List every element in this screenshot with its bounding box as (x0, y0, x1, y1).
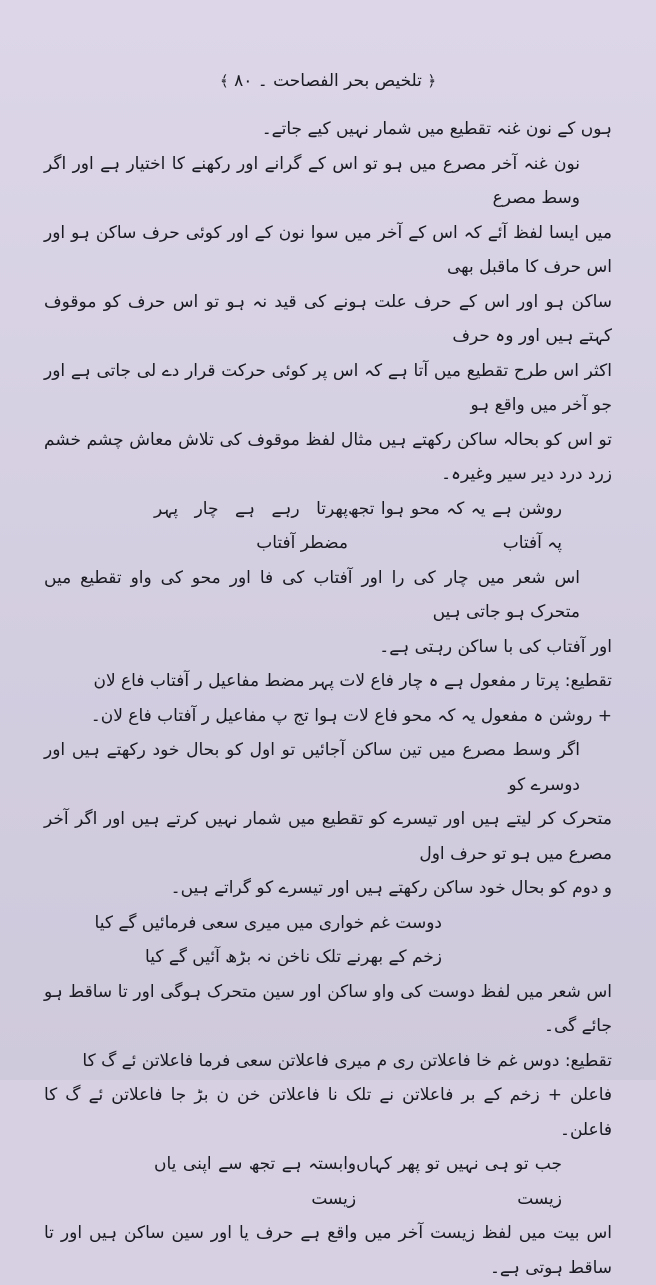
page-number: ۸۰ (234, 71, 253, 91)
text-line: نون غنہ آخر مصرع میں ہو تو اس کے گرانے اور رکھنے کا اختیار ہے اور اگر وسط مصرع (44, 153, 580, 208)
verse-line: زخم کے بھرنے تلک ناخن نہ بڑھ آئیں گے کیا (145, 947, 442, 967)
text-line: و دوم کو بحال خود ساکن رکھتے ہیں اور تیسرے کو گراتے ہیں۔ (170, 878, 612, 898)
scansion-line: فاعلن + زخم کے بر فاعلاتن نے تلک نا فاعلاتن خن ن بڑ جا فاعلاتن ئے گ کا فاعلن۔ (44, 1085, 612, 1140)
couplet-hemistich-left: وابستہ ہے تجھ سے اپنی یاں زیست (154, 1154, 357, 1209)
body-text (44, 112, 612, 1285)
text-line: اس بیت میں لفظ زیست آخر میں واقع ہے حرف یا اور سین ساکن ہیں اور تا ساقط ہوتی ہے۔ (44, 1223, 612, 1278)
text-line: اور آفتاب کی با ساکن رہتی ہے۔ (379, 636, 612, 657)
text-line: اکثر اس طرح تقطیع میں آتا ہے کہ اس پر کوئی حرکت قرار دے لی جاتی ہے اور جو آخر میں واقع ہو (44, 360, 612, 415)
verse-line: دوست غم خواری میں میری سعی فرمائیں گے کیا (94, 912, 442, 933)
text-line: اس شعر میں لفظ دوست کی واو ساکن اور سین متحرک ہوگی اور تا ساقط ہو جائے گی۔ (44, 981, 612, 1036)
text-line: تو اس کو بحالہ ساکن رکھتے ہیں مثال لفظ موقوف کی تلاش معاش چشم خشم زرد درد دیر سیر وغیرہ۔ (44, 429, 612, 484)
text-line: متحرک کر لیتے ہیں اور تیسرے کو تقطیع میں شمار نہیں کرتے ہیں اور اگر آخر مصرع میں ہو تو حرف اول (44, 809, 612, 864)
scansion-line: تقطیع: دوس غم خا فاعلاتن ری م میری فاعلاتن سعی فرما فاعلاتن ئے گ کا (82, 1050, 612, 1071)
text-line: ہوں کے نون غنہ تقطیع میں شمار نہیں کیے جاتے۔ (261, 119, 612, 139)
text-line: ساکن ہو اور اس کے حرف علت ہونے کی قید نہ ہو تو اس حرف کو موقوف کہتے ہیں اور وہ حرف (44, 291, 612, 346)
couplet-hemistich-right: جب تو ہی نہیں تو پھر کہاں زیست (356, 1154, 562, 1209)
text-line: میں ایسا لفظ آئے کہ اس کے آخر میں سوا نون کے اور کوئی حرف ساکن ہو اور اس حرف کا ماقبل بھی (44, 222, 612, 277)
text-line: اس شعر میں چار کی را اور آفتاب کی فا اور محو کی واو تقطیع میں متحرک ہو جاتی ہیں (44, 567, 580, 622)
scansion-line: + روشن ہ مفعول یہ کہ محو فاع لات ہوا تج پ مفاعیل ر آفتاب فاع لان۔ (90, 705, 612, 726)
couplet-hemistich-left: پھرتا رہے ہے چار پہر مضطر آفتاب (154, 498, 348, 553)
couplet-hemistich-right: روشن ہے یہ کہ محو ہوا تجھ پہ آفتاب (347, 498, 562, 553)
header-title: تلخیص بحر الفصاحت (273, 71, 422, 91)
text-line: اگر وسط مصرع میں تین ساکن آجائیں تو اول کو بحال خود رکھتے ہیں اور دوسرے کو (44, 740, 580, 795)
couplet-1 (44, 492, 612, 561)
page-header: ﴿ تلخیص بحر الفصاحت ۔ ۸۰ ﴾ (219, 71, 437, 91)
header-ornament-left: ﴾ (219, 72, 229, 90)
header-ornament-right: ﴿ (427, 72, 437, 90)
scansion-line: تقطیع: پرتا ر مفعول ہے ہ چار فاع لات پہر مضط مفاعیل ر آفتاب فاع لان (93, 671, 612, 691)
couplet-3 (44, 1147, 612, 1216)
